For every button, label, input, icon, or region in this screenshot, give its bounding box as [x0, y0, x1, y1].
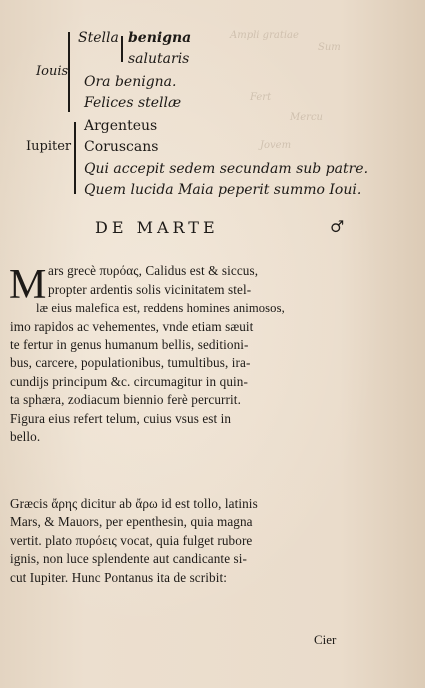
iouis-label: Iouis: [36, 64, 69, 79]
text-line: ta sphæra, zodiacum biennio ferè percurrit.: [10, 392, 241, 407]
section-heading: DE MARTE: [95, 218, 219, 237]
bleed-through-text: Jovem: [260, 140, 292, 151]
text-line: bus, carcere, populationibus, tumultibus, ira-: [10, 355, 251, 370]
iouis-brace: [68, 32, 70, 112]
iouis-item-benigna: benigna: [128, 30, 192, 46]
iupiter-item-quem-lucida: Quem lucida Maia peperit summo Ioui.: [84, 182, 362, 198]
text-line: læ eius malefica est, reddens homines animosos,: [36, 301, 285, 315]
bleed-through-text: Fert: [250, 92, 272, 103]
bleed-through-text: Mercu: [290, 112, 323, 123]
text-line: te fertur in genus humanum bellis, seditioni-: [10, 337, 249, 352]
iupiter-item-qui-accepit: Qui accepit sedem secundam sub patre.: [84, 161, 369, 177]
text-line: Mars, & Mauors, per epenthesin, quia magna: [10, 514, 253, 529]
iupiter-item-argenteus: Argenteus: [84, 118, 158, 134]
text-line: vertit. plato πυρόεις vocat, quia fulget rubore: [10, 533, 253, 548]
text-line: propter ardentis solis vicinitatem stel-: [48, 282, 252, 297]
iupiter-brace: [74, 122, 76, 194]
mars-symbol-icon: ♂: [330, 217, 345, 236]
iouis-item-ora-benigna: Ora benigna.: [84, 74, 177, 90]
bleed-through-text: Sum: [318, 42, 341, 53]
iupiter-label: Iupiter: [26, 139, 72, 154]
iouis-item-felices-stellae: Felices stellæ: [84, 95, 182, 111]
stella-brace: [121, 36, 123, 62]
iouis-item-salutaris: salutaris: [128, 51, 190, 67]
text-line: bello.: [10, 429, 41, 444]
catchword: Cier: [314, 632, 337, 647]
iouis-item-stella: Stella: [78, 30, 119, 46]
bleed-through-text: Ampli gratiae: [230, 30, 299, 41]
iupiter-item-coruscans: Coruscans: [84, 139, 159, 155]
drop-cap: M: [9, 262, 47, 308]
text-line: Græcis ἄρης dicitur ab ἄρω id est tollo, latinis: [10, 496, 258, 511]
text-line: imo rapidos ac vehementes, vnde etiam sæuit: [10, 319, 254, 334]
text-line: cundijs principum &c. circumagitur in quin-: [10, 374, 248, 389]
text-line: Figura eius refert telum, cuius vsus est in: [10, 411, 232, 426]
text-line: cut Iupiter. Hunc Pontanus ita de scribit:: [10, 570, 227, 585]
text-line: ars grecè πυρόας, Calidus est & siccus,: [48, 263, 259, 278]
text-line: ignis, non luce splendente aut candicante si-: [10, 551, 248, 566]
